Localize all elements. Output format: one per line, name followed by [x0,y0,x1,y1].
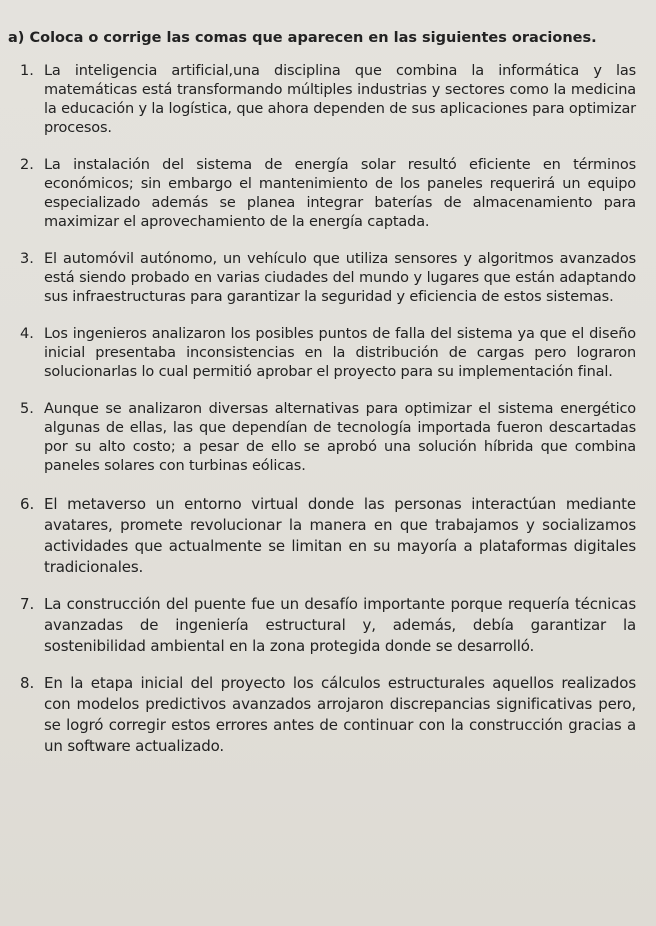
item-sentence: La construcción del puente fue un desafío importante porque requería técnicas avanzadas de ingeniería estructural y, además, debía garantizar la sostenibilidad ambiental en la zona protegida donde se desarrolló. [44,595,636,655]
item-sentence: El metaverso un entorno virtual donde las personas interactúan mediante avatares, promete revolucionar la manera en que trabajamos y socializamos actividades que actualmente se limitan en su mayoría a plataformas digitales tradicionales. [44,495,636,576]
item-sentence: Aunque se analizaron diversas alternativas para optimizar el sistema energético algunas de ellas, las que dependían de tecnología importada fueron descartadas por su alto costo; a pesar de ello se aprobó una solución híbrida que combina paneles solares con turbinas eólicas. [44,401,636,474]
item-number: 1. [20,63,34,79]
list-item [8,250,636,307]
list-item [8,62,636,138]
exercise-heading: a) Coloca o corrige las comas que aparecen en las siguientes oraciones. [8,30,597,46]
item-number: 2. [20,157,34,173]
item-number: 5. [20,401,34,417]
list-item [8,400,636,476]
item-number: 7. [20,595,35,613]
item-number: 8. [20,674,35,692]
item-sentence: La inteligencia artificial,una disciplina que combina la informática y las matemáticas está transformando múltiples industrias y sectores como la medicina la educación y la logística, que ahora dependen de sus aplicaciones para optimizar procesos. [44,63,636,136]
item-sentence: La instalación del sistema de energía solar resultó eficiente en términos económicos; sin embargo el mantenimiento de los paneles requerirá un equipo especializado además se planea integrar baterías de almacenamiento para maximizar el aprovechamiento de la energía captada. [44,157,636,230]
item-number: 3. [20,251,34,267]
sentence-list [8,62,636,757]
list-item [8,673,636,757]
list-item [8,325,636,382]
item-sentence: El automóvil autónomo, un vehículo que utiliza sensores y algoritmos avanzados está siendo probado en varias ciudades del mundo y lugares que están adaptando sus infraestructuras para garantizar la seguridad y eficiencia de estos sistemas. [44,251,636,305]
list-item [8,156,636,232]
item-sentence: Los ingenieros analizaron los posibles puntos de falla del sistema ya que el diseño inicial presentaba inconsistencias en la distribución de cargas pero lograron solucionarlas lo cual permitió aprobar el proyecto para su implementación final. [44,326,636,380]
list-item [8,494,636,578]
item-number: 4. [20,326,34,342]
list-item [8,594,636,657]
item-number: 6. [20,495,35,513]
item-sentence: En la etapa inicial del proyecto los cálculos estructurales aquellos realizados con modelos predictivos avanzados arrojaron discrepancias significativas pero, se logró corregir estos errores antes de continuar con la construcción gracias a un software actualizado. [44,674,636,755]
